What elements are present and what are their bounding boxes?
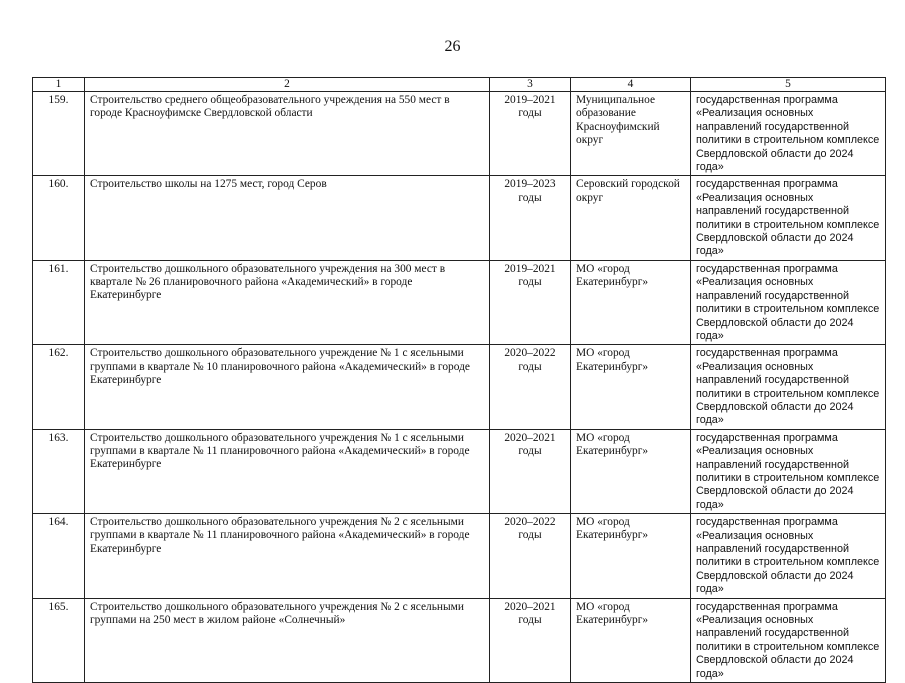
period-unit: годы [518,107,542,120]
data-table [32,77,886,683]
column-header: 1 [33,78,85,92]
period-range: 2020–2022 [504,347,556,360]
period-cell [490,176,571,260]
table-header-row [33,78,886,92]
period-range: 2019–2023 [504,178,556,191]
row-number-cell: 161. [33,260,85,344]
executor-cell: МО «город Екатеринбург» [571,598,691,682]
table-row [33,429,886,513]
object-name-cell: Строительство дошкольного образовательного учреждения № 1 с ясельными группами в квартале № 11 планировочного района «Академический» в городе Екатеринбурге [85,429,490,513]
program-cell: государственная программа «Реализация основных направлений государственной политики в строительном комплексе Свердловской области до 2024 года» [691,345,886,429]
period-cell [490,260,571,344]
period-unit: годы [518,445,542,458]
table-row [33,260,886,344]
executor-cell: МО «город Екатеринбург» [571,345,691,429]
row-number-cell: 159. [33,92,85,176]
executor-cell: МО «город Екатеринбург» [571,514,691,598]
program-cell: государственная программа «Реализация основных направлений государственной политики в строительном комплексе Свердловской области до 2024 года» [691,429,886,513]
program-cell: государственная программа «Реализация основных направлений государственной политики в строительном комплексе Свердловской области до 2024 года» [691,260,886,344]
period-unit: годы [518,529,542,542]
object-name-cell: Строительство дошкольного образовательного учреждения № 2 с ясельными группами на 250 мест в жилом районе «Солнечный» [85,598,490,682]
program-cell: государственная программа «Реализация основных направлений государственной политики в строительном комплексе Свердловской области до 2024 года» [691,92,886,176]
page-number: 26 [444,38,461,55]
program-cell: государственная программа «Реализация основных направлений государственной политики в строительном комплексе Свердловской области до 2024 года» [691,514,886,598]
column-header: 5 [691,78,886,92]
period-cell [490,429,571,513]
row-number-cell: 162. [33,345,85,429]
period-range: 2020–2021 [504,431,556,444]
row-number-cell: 165. [33,598,85,682]
executor-cell: Муниципальное образование Красноуфимский округ [571,92,691,176]
period-cell [490,345,571,429]
row-number-cell: 164. [33,514,85,598]
period-range: 2020–2022 [504,516,556,529]
column-header: 3 [490,78,571,92]
table-row [33,345,886,429]
executor-cell: МО «город Екатеринбург» [571,260,691,344]
table-row [33,92,886,176]
period-cell [490,514,571,598]
column-header: 4 [571,78,691,92]
program-cell: государственная программа «Реализация основных направлений государственной политики в строительном комплексе Свердловской области до 2024 года» [691,176,886,260]
table-row [33,598,886,682]
period-range: 2019–2021 [504,94,556,106]
executor-cell: Серовский городской округ [571,176,691,260]
period-cell [490,92,571,176]
object-name-cell: Строительство дошкольного образовательного учреждения № 2 с ясельными группами в квартале № 11 планировочного района «Академический» в городе Екатеринбурге [85,514,490,598]
table-row [33,176,886,260]
period-cell [490,598,571,682]
period-unit: годы [518,191,542,204]
object-name-cell: Строительство дошкольного образовательного учреждения на 300 мест в квартале № 26 планировочного района «Академический» в городе Екатеринбурге [85,260,490,344]
period-unit: годы [518,613,542,626]
period-range: 2019–2021 [504,262,556,275]
period-unit: годы [518,360,542,373]
period-unit: годы [518,276,542,289]
table-row [33,514,886,598]
table-body [33,78,886,683]
object-name-cell: Строительство среднего общеобразовательного учреждения на 550 мест в городе Красноуфимске Свердловской области [85,92,490,176]
row-number-cell: 163. [33,429,85,513]
executor-cell: МО «город Екатеринбург» [571,429,691,513]
object-name-cell: Строительство дошкольного образовательного учреждение № 1 с ясельными группами в квартале № 10 планировочного района «Академический» в городе Екатеринбурге [85,345,490,429]
row-number-cell: 160. [33,176,85,260]
program-cell: государственная программа «Реализация основных направлений государственной политики в строительном комплексе Свердловской области до 2024 года» [691,598,886,682]
period-range: 2020–2021 [504,600,556,613]
object-name-cell: Строительство школы на 1275 мест, город Серов [85,176,490,260]
column-header: 2 [85,78,490,92]
